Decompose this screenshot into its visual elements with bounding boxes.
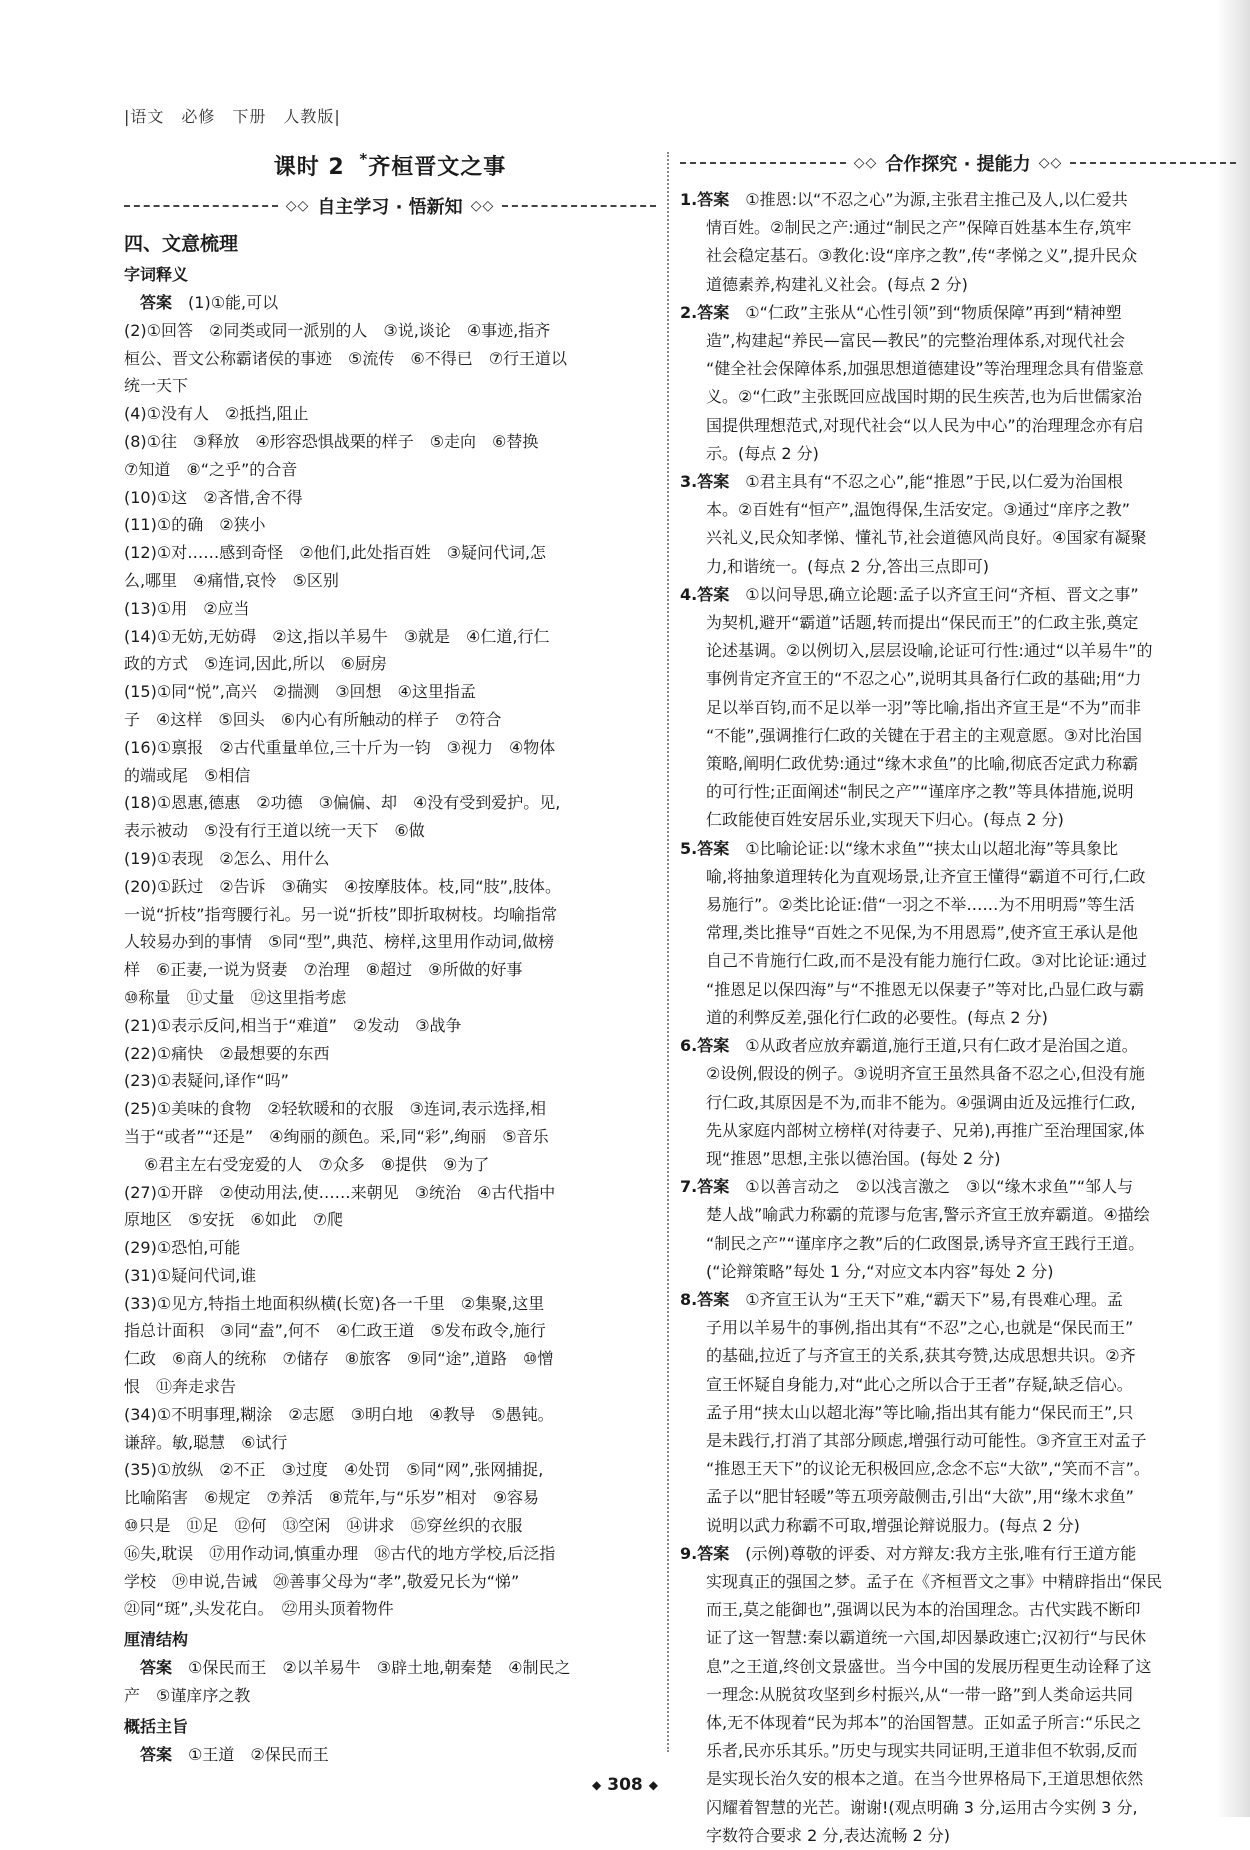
text-line [680, 1737, 1236, 1765]
text-line [124, 456, 656, 484]
lesson-name: 齐桓晋文之事 [368, 155, 507, 180]
line-text: 的端或尾 ⑤相信 [124, 765, 251, 785]
text-line [680, 1004, 1236, 1032]
text-line [124, 1234, 656, 1262]
line-text: 闪耀着智慧的光芒。谢谢!(观点明确 3 分,运用古今实例 3 分, [706, 1797, 1138, 1817]
left-column [124, 150, 656, 1769]
line-text: 先从家庭内部树立榜样(对待妻子、兄弟),再推广至治理国家,体 [706, 1120, 1145, 1140]
line-text: (11)①的确 ②狭小 [124, 515, 266, 535]
section-title: 四、文意梳理 [124, 233, 239, 255]
text-line [680, 1568, 1236, 1596]
line-text: 国提供理想范式,对现代社会“以人民为中心”的治理理念亦有启 [706, 415, 1144, 435]
line-text: (22)①痛快 ②最想要的东西 [124, 1043, 330, 1063]
answer-label: 答案 [697, 838, 730, 858]
structure-answers [124, 1654, 656, 1710]
line-text: (8)①往 ③释放 ④形容恐惧战栗的样子 ⑤走向 ⑥替换 [124, 431, 539, 451]
line-text: 的基础,拉近了与齐宣王的关系,获其夸赞,达成思想共识。②齐 [706, 1346, 1136, 1366]
line-text: ①以善言动之 ②以浅言激之 ③以“缘木求鱼”“邹人与 [745, 1177, 1134, 1197]
line-text: 仁政 ⑥商人的统称 ⑦储存 ⑧旅客 ⑨同“途”,道路 ⑩憎 [124, 1349, 554, 1369]
line-text: 力,和谐统一。(每点 2 分,答出三点即可) [706, 556, 990, 576]
text-line [124, 873, 656, 901]
question-answer-line [680, 1032, 1236, 1060]
text-line [680, 1794, 1236, 1822]
banner-dash-left [680, 162, 846, 164]
text-line [680, 1089, 1236, 1117]
text-line [124, 595, 656, 623]
line-text: 实现真正的强国之梦。孟子在《齐桓晋文之事》中精辟指出“保民 [706, 1571, 1163, 1591]
line-text: 自己不肯施行仁政,而不是没有能力施行仁政。③对比论证:通过 [706, 951, 1147, 971]
text-line [680, 1342, 1236, 1370]
line-text: (16)①禀报 ②古代重量单位,三十斤为一钧 ③视力 ④物体 [124, 737, 556, 757]
answer-label: 答案 [140, 293, 173, 312]
line-text: 谦辞。敏,聪慧 ⑥试行 [124, 1432, 288, 1452]
line-text: 当于“或者”“还是” ④绚丽的颜色。采,同“彩”,绚丽 ⑤音乐 [124, 1126, 549, 1146]
text-line [680, 214, 1236, 242]
text-line [680, 1681, 1236, 1709]
cooperative-answers [680, 186, 1236, 1850]
text-line [124, 1540, 656, 1568]
line-text: ①推恩:以“不忍之心”为源,主张君主推己及人,以仁爱共 [745, 190, 1128, 209]
lesson-title [124, 150, 656, 181]
question-answer-line [680, 1173, 1236, 1201]
line-text: ①“仁政”主张从“心性引领”到“物质保障”再到“精神塑 [745, 302, 1122, 322]
line-text: (33)①见方,特指土地面积纵横(长宽)各一千里 ②集聚,这里 [124, 1293, 545, 1313]
text-line [124, 928, 656, 956]
line-text: 事例肯定齐宣王的“不忍之心”,说明其具备行仁政的基础;用“力 [706, 669, 1142, 689]
text-line [124, 706, 656, 734]
line-text: 政的方式 ⑤连词,因此,所以 ⑥厨房 [124, 654, 387, 674]
line-text: 比喻陷害 ⑥规定 ⑦养活 ⑧荒年,与“乐岁”相对 ⑨容易 [124, 1488, 540, 1508]
text-line [680, 1258, 1236, 1286]
line-text: (18)①恩惠,德惠 ②功德 ③偏偏、却 ④没有受到爱护。见, [124, 793, 561, 813]
text-line [680, 1483, 1236, 1511]
line-text: 统一天下 [124, 376, 189, 396]
text-line [124, 1401, 656, 1429]
answer-label: 答案 [697, 472, 730, 492]
text-line [680, 383, 1236, 411]
diamond-icon: ◆ [648, 1778, 658, 1792]
question-number: 2. [680, 302, 698, 322]
diamond-icon: ◇◇ [1038, 155, 1063, 171]
banner-dash-left [124, 205, 278, 207]
line-text: (1)①能,可以 [188, 293, 279, 312]
text-line [124, 400, 656, 428]
text-line [680, 1145, 1236, 1173]
line-text: ㉑同“斑”,头发花白。 ㉒用头顶着物件 [124, 1599, 394, 1619]
line-text: 策略,阐明仁政优势:通过“缘木求鱼”的比喻,彻底否定武力称霸 [706, 754, 1139, 774]
line-text: ⑩称量 ⑪丈量 ⑫这里指考虑 [124, 987, 347, 1007]
line-text: “推恩王天下”的议论无积极回应,念念不忘“大欲”,“笑而不言”。 [706, 1459, 1150, 1479]
text-line [124, 678, 656, 706]
line-text: 是实现长治久安的根本之道。在当今世界格局下,王道思想依然 [706, 1769, 1144, 1789]
text-line [124, 1568, 656, 1596]
line-text: 楚人战”喻武力称霸的荒谬与危害,警示齐宣王放弃霸道。④描绘 [706, 1205, 1150, 1225]
answer-label: 答案 [697, 584, 730, 604]
text-line [124, 1206, 656, 1234]
line-text: (35)①放纵 ②不正 ③过度 ④处罚 ⑤同“网”,张网捕捉, [124, 1460, 544, 1480]
text-line [124, 1290, 656, 1318]
line-text: 是未践行,打消了其部分顾虑,增强行动可能性。③齐宣王对孟子 [706, 1430, 1147, 1450]
text-line [124, 1317, 656, 1345]
banner-title: 合作探究 · 提能力 [885, 154, 1031, 175]
answer-label: 答案 [697, 1036, 730, 1056]
line-text: 行仁政,其原因是不为,而非不能为。④强调由近及远推行仁政, [706, 1092, 1136, 1112]
question-number: 7. [680, 1177, 698, 1197]
text-line [124, 1262, 656, 1290]
line-text: (19)①表现 ②怎么、用什么 [124, 848, 330, 868]
text-line [124, 1512, 656, 1540]
text-line [680, 947, 1236, 975]
answer-label: 答案 [140, 1658, 173, 1678]
line-text: ①从政者应放弃霸道,施行王道,只有仁政才是治国之道。 [745, 1036, 1138, 1056]
banner-dash-right [502, 205, 656, 207]
question-number: 8. [680, 1289, 698, 1309]
text-line [124, 1040, 656, 1068]
line-text: ①保民而王 ②以羊易牛 ③辟土地,朝秦楚 ④制民之 [188, 1658, 571, 1678]
line-text: 息”之王道,终创文景盛世。当今中国的发展历程更生动诠释了这 [706, 1656, 1152, 1676]
line-text: ①君主具有“不忍之心”,能“推恩”于民,以仁爱为治国根 [745, 472, 1123, 492]
text-line [680, 665, 1236, 693]
text-line [124, 1682, 656, 1710]
line-text: 足以举百钧,而不足以举一羽”等比喻,指出齐宣王是“不为”而非 [706, 697, 1142, 717]
text-line [124, 734, 656, 762]
line-text: 桓公、晋文公称霸诸侯的事迹 ⑤流传 ⑥不得已 ⑦行王道以 [124, 348, 568, 368]
line-text: “制民之产”“谨庠序之教”后的仁政图景,诱导齐宣王践行王道。 [706, 1233, 1145, 1253]
text-line [680, 1455, 1236, 1483]
line-text: 恨 ⑪奔走求告 [124, 1377, 237, 1397]
line-text: 而王,莫之能御也”,强调以民为本的治国理念。古代实践不断印 [706, 1600, 1141, 1620]
line-text: 宣王怀疑自身能力,对“此心之所以合于王者”存疑,缺乏信心。 [706, 1374, 1133, 1394]
text-line [680, 496, 1236, 524]
line-text: (23)①表疑问,译作“吗” [124, 1071, 289, 1091]
line-text: 现“推恩”思想,主张以德治国。(每处 2 分) [706, 1148, 1001, 1168]
text-line [124, 1373, 656, 1401]
line-text: 指总计面积 ③同“盍”,何不 ④仁政王道 ⑤发布政令,施行 [124, 1321, 546, 1341]
question-answer-line [680, 835, 1236, 863]
line-text: 义。②“仁政”主张既回应战国时期的民生疾苦,也为后世儒家治 [706, 387, 1143, 407]
text-line [124, 317, 656, 345]
line-text: ⑩只是 ⑪足 ⑫何 ⑬空闲 ⑭讲求 ⑮穿丝织的衣服 [124, 1516, 523, 1536]
line-text: ⑦知道 ⑧“之乎”的合音 [124, 459, 298, 479]
line-text: 造”,构建起“养民—富民—教民”的完整治理体系,对现代社会 [706, 331, 1126, 351]
line-text: (34)①不明事理,糊涂 ②志愿 ③明白地 ④教导 ⑤愚钝。 [124, 1404, 554, 1424]
text-line [124, 1012, 656, 1040]
question-number: 1. [680, 190, 698, 209]
diamond-icon: ◇◇ [470, 198, 495, 214]
text-line [680, 1596, 1236, 1624]
text-line [124, 1595, 656, 1623]
line-text: 孟子用“挟太山以超北海”等比喻,指出其有能力“保民而王”,只 [706, 1402, 1134, 1422]
question-answer-line [680, 468, 1236, 496]
right-column [680, 150, 1236, 1850]
line-text: 道的利弊反差,强化行仁政的必要性。(每点 2 分) [706, 1007, 1048, 1027]
line-text: ⑯失,耽误 ⑰用作动词,慎重办理 ⑱古代的地方学校,后泛指 [124, 1543, 556, 1563]
question-answer-line [680, 581, 1236, 609]
line-text: (31)①疑问代词,谁 [124, 1265, 257, 1285]
page-number: 308 [607, 1775, 643, 1795]
text-line [680, 1709, 1236, 1737]
text-line [680, 1371, 1236, 1399]
text-line [680, 553, 1236, 581]
text-line [680, 609, 1236, 637]
line-text: (27)①开辟 ②使动用法,使……来朝见 ③统治 ④古代指中 [124, 1182, 556, 1202]
text-line [124, 1151, 656, 1179]
line-text: 常理,类比推导“百姓之不见保,为不用恩焉”,使齐宣王承认是他 [706, 923, 1138, 943]
subsection-main-idea: 概括主旨 [124, 1716, 189, 1736]
subsection-structure: 厘清结构 [124, 1630, 189, 1650]
lesson-number: 课时 2 [273, 155, 345, 180]
line-text: 一理念:从脱贫攻坚到乡村振兴,从“一带一路”到人类命运共同 [706, 1684, 1134, 1704]
line-text: 一说“折枝”指弯腰行礼。另一说“折枝”即折取树枝。均喻指常 [124, 904, 558, 924]
answer-label: 答案 [697, 1289, 730, 1309]
diamond-icon: ◆ [592, 1778, 602, 1792]
text-line [680, 1314, 1236, 1342]
text-line [680, 242, 1236, 270]
line-text: ⑥君主左右受宠爱的人 ⑦众多 ⑧提供 ⑨为了 [144, 1154, 490, 1174]
text-line [124, 901, 656, 929]
text-line [124, 789, 656, 817]
line-text: 仁政能使百姓安居乐业,实现天下归心。(每点 2 分) [706, 810, 1064, 830]
section-banner-self-study [124, 193, 656, 219]
question-answer-line [680, 299, 1236, 327]
line-text: 子用以羊易牛的事例,指出其有“不忍”之心,也就是“保民而王” [706, 1318, 1134, 1338]
text-line [680, 694, 1236, 722]
line-text: (“论辩策略”每处 1 分,“对应文本内容”每处 2 分) [706, 1261, 1054, 1281]
text-line [124, 345, 656, 373]
line-text: (2)①回答 ②同类或同一派别的人 ③说,谈论 ④事迹,指齐 [124, 320, 551, 340]
answer-label: 答案 [140, 1744, 173, 1764]
line-text: 样 ⑥正妻,一说为贤妻 ⑦治理 ⑧超过 ⑨所做的好事 [124, 960, 523, 980]
question-number: 9. [680, 1543, 698, 1563]
line-text: ①王道 ②保民而王 [188, 1744, 329, 1764]
line-text: 道德素养,构建礼义社会。(每点 2 分) [706, 274, 968, 294]
text-line [680, 919, 1236, 947]
text-line [680, 1060, 1236, 1088]
line-text: 社会稳定基石。③教化:设“庠序之教”,传“孝悌之义”,提升民众 [706, 246, 1138, 266]
line-text: (15)①同“悦”,高兴 ②揣测 ③回想 ④这里指孟 [124, 682, 476, 702]
line-text: “推恩足以保四海”与“不推恩无以保妻子”等对比,凸显仁政与霸 [706, 979, 1145, 999]
page-footer [0, 1775, 1250, 1795]
text-line [124, 1345, 656, 1373]
line-text: (25)①美味的食物 ②轻软暖和的衣服 ③连词,表示选择,相 [124, 1099, 547, 1119]
text-line [680, 1117, 1236, 1145]
text-line [124, 1654, 656, 1682]
line-text: (13)①用 ②应当 [124, 598, 250, 618]
running-header: |语文 必修 下册 人教版| [124, 107, 341, 126]
text-line [680, 750, 1236, 778]
line-text: 原地区 ⑤安抚 ⑥如此 ⑦爬 [124, 1210, 344, 1230]
text-line [124, 1456, 656, 1484]
question-answer-line [680, 1286, 1236, 1314]
text-line [680, 412, 1236, 440]
line-text: 喻,将抽象道理转化为直观场景,让齐宣王懂得“霸道不可行,仁政 [706, 866, 1146, 886]
line-text: 情百姓。②制民之产:通过“制民之产”保障百姓基本生存,筑牢 [706, 218, 1132, 238]
lesson-star: * [359, 150, 369, 168]
diamond-icon: ◇◇ [853, 155, 878, 171]
line-text: 子 ④这样 ⑤回头 ⑥内心有所触动的样子 ⑦符合 [124, 709, 502, 729]
text-line [124, 1741, 656, 1769]
text-line [124, 1123, 656, 1151]
line-text: (14)①无妨,无妨碍 ②这,指以羊易牛 ③就是 ④仁道,行仁 [124, 626, 550, 646]
question-answer-line [680, 1540, 1236, 1568]
question-number: 5. [680, 838, 698, 858]
line-text: ①比喻论证:以“缘木求鱼”“挟太山以超北海”等具象比 [745, 838, 1119, 858]
text-line [680, 891, 1236, 919]
line-text: 论述基调。②以例切入,层层设喻,论证可行性:通过“以羊易牛”的 [706, 641, 1153, 661]
word-meaning-answers [124, 289, 656, 1623]
text-line [124, 623, 656, 651]
text-line [124, 984, 656, 1012]
line-text: 孟子以“肥甘轻暖”等五项旁敲侧击,引出“大欲”,用“缘木求鱼” [706, 1487, 1134, 1507]
answer-label: 答案 [697, 190, 730, 209]
text-line [680, 1822, 1236, 1850]
line-text: 兴礼义,民众知孝悌、懂礼节,社会道德风尚良好。④国家有凝聚 [706, 528, 1147, 548]
text-line [680, 722, 1236, 750]
text-line [680, 524, 1236, 552]
text-line [124, 372, 656, 400]
text-line [680, 778, 1236, 806]
line-text: 本。②百姓有“恒产”,温饱得保,生活安定。③通过“庠序之教” [706, 500, 1131, 520]
line-text: 字数符合要求 2 分,表达流畅 2 分) [706, 1825, 951, 1845]
text-line [124, 762, 656, 790]
line-text: (12)①对……感到奇怪 ②他们,此处指百姓 ③疑问代词,怎 [124, 543, 547, 563]
text-line [124, 1095, 656, 1123]
answer-label: 答案 [697, 1543, 730, 1563]
text-line [124, 1484, 656, 1512]
text-line [124, 289, 656, 317]
text-line [680, 1624, 1236, 1652]
column-divider [667, 152, 669, 1752]
text-line [680, 976, 1236, 1004]
main-idea-answers [124, 1741, 656, 1769]
diamond-icon: ◇◇ [285, 198, 310, 214]
text-line [680, 1201, 1236, 1229]
banner-dash-right [1070, 162, 1236, 164]
line-text: “不能”,强调推行仁政的关键在于君主的主观意愿。③对比治国 [706, 725, 1143, 745]
text-line [124, 484, 656, 512]
line-text: 易施行”。②类比论证:借“一羽之不举……为不用明焉”等生活 [706, 895, 1135, 915]
line-text: 人较易办到的事情 ⑤同“型”,典范、榜样,这里用作动词,做榜 [124, 932, 555, 952]
text-line [124, 1429, 656, 1457]
text-line [680, 1399, 1236, 1427]
section-banner-cooperative [680, 150, 1236, 176]
text-line [680, 1512, 1236, 1540]
line-text: 学校 ⑲申说,告诫 ⑳善事父母为“孝”,敬爱兄长为“悌” [124, 1571, 520, 1591]
text-line [124, 956, 656, 984]
line-text: ①齐宣王认为“王天下”难,“霸天下”易,有畏难心理。孟 [745, 1289, 1123, 1309]
banner-title: 自主学习 · 悟新知 [317, 197, 463, 218]
subsection-word-meaning: 字词释义 [124, 265, 189, 284]
text-line [124, 539, 656, 567]
line-text: “健全社会保障体系,加强思想道德建设”等治理理念具有借鉴意 [706, 359, 1144, 379]
text-line [680, 637, 1236, 665]
line-text: (21)①表示反问,相当于“难道” ②发动 ③战争 [124, 1015, 462, 1035]
question-answer-line [680, 186, 1236, 214]
line-text: ②设例,假设的例子。③说明齐宣王虽然具备不忍之心,但没有施 [706, 1064, 1145, 1084]
line-text: 为契机,避开“霸道”话题,转而提出“保民而王”的仁政主张,奠定 [706, 613, 1139, 633]
answer-label: 答案 [697, 302, 730, 322]
line-text: 表示被动 ⑤没有行王道以统一天下 ⑥做 [124, 821, 425, 841]
text-line [680, 806, 1236, 834]
line-text: (29)①恐怕,可能 [124, 1238, 241, 1258]
text-line [680, 1230, 1236, 1258]
text-line [124, 1179, 656, 1207]
text-line [680, 327, 1236, 355]
line-text: 产 ⑤谨庠序之教 [124, 1686, 251, 1706]
question-number: 6. [680, 1036, 698, 1056]
line-text: (10)①这 ②吝惜,舍不得 [124, 487, 303, 507]
line-text: 说明以武力称霸不可取,增强论辩说服力。(每点 2 分) [706, 1515, 1080, 1535]
text-line [680, 355, 1236, 383]
question-number: 3. [680, 472, 698, 492]
text-line [124, 1067, 656, 1095]
line-text: 乐者,民亦乐其乐。”历史与现实共同证明,王道非但不软弱,反而 [706, 1741, 1138, 1761]
text-line [124, 511, 656, 539]
line-text: 示。(每点 2 分) [706, 443, 819, 463]
text-line [124, 650, 656, 678]
line-text: 体,无不体现着“民为邦本”的治国智慧。正如孟子所言:“乐民之 [706, 1712, 1142, 1732]
line-text: (4)①没有人 ②抵挡,阻止 [124, 404, 309, 424]
text-line [124, 428, 656, 456]
line-text: 证了这一智慧:秦以霸道统一六国,却因暴政速亡;汉初行“与民休 [706, 1628, 1147, 1648]
text-line [124, 567, 656, 595]
line-text: ①以问导思,确立论题:孟子以齐宣王问“齐桓、晋文之事” [745, 584, 1139, 604]
text-line [680, 1427, 1236, 1455]
text-line [124, 845, 656, 873]
text-line [680, 1653, 1236, 1681]
line-text: 么,哪里 ④痛惜,哀怜 ⑤区别 [124, 570, 339, 590]
text-line [680, 440, 1236, 468]
line-text: 的可行性;正面阐述“制民之产”“谨庠序之教”等具体措施,说明 [706, 782, 1134, 802]
text-line [680, 271, 1236, 299]
line-text: (20)①跃过 ②告诉 ③确实 ④按摩肢体。枝,同“肢”,肢体。 [124, 876, 561, 896]
line-text: (示例)尊敬的评委、对方辩友:我方主张,唯有行王道方能 [745, 1543, 1137, 1563]
text-line [124, 817, 656, 845]
question-number: 4. [680, 584, 698, 604]
text-line [680, 863, 1236, 891]
answer-label: 答案 [697, 1177, 730, 1197]
